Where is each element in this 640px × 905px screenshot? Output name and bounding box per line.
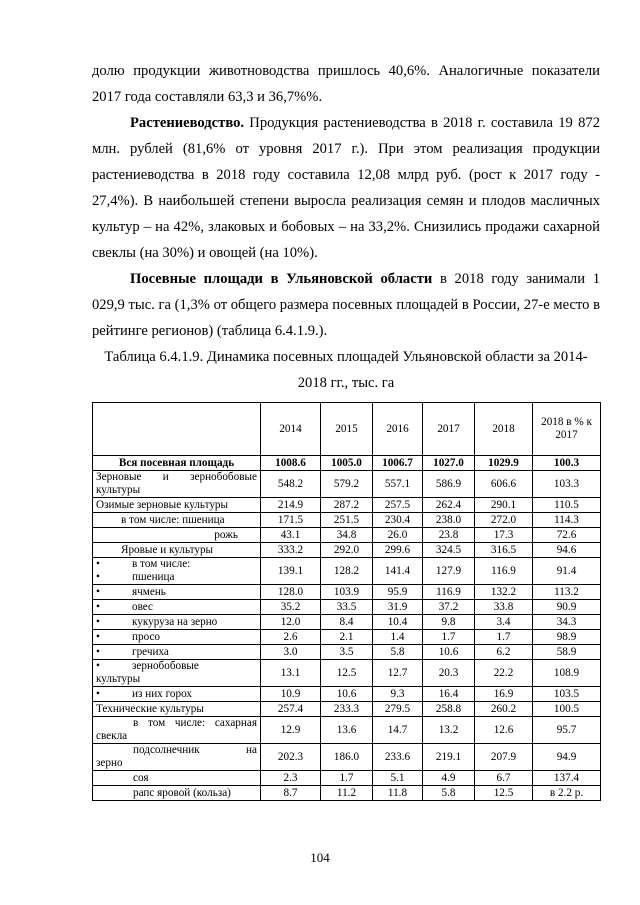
value-cell: 13.1: [261, 660, 321, 687]
value-cell: 5.1: [373, 771, 423, 786]
bullet-icon: •: [96, 571, 100, 583]
value-cell: 12.7: [373, 660, 423, 687]
value-cell: 128.0: [261, 585, 321, 600]
value-cell: 8.4: [321, 615, 373, 630]
header-cell: 2014: [261, 403, 321, 456]
value-cell: 207.9: [475, 744, 533, 771]
value-cell: 4.9: [423, 771, 475, 786]
value-cell: 586.9: [423, 471, 475, 498]
value-cell: 37.2: [423, 600, 475, 615]
value-cell: 9.3: [373, 687, 423, 702]
value-cell: 258.8: [423, 702, 475, 717]
value-cell: 113.2: [533, 585, 601, 600]
paragraph-sown-areas: [92, 266, 600, 344]
value-cell: 3.0: [261, 645, 321, 660]
value-cell: 12.6: [475, 717, 533, 744]
value-cell: 1.4: [373, 630, 423, 645]
header-cell: 2018: [475, 403, 533, 456]
value-cell: 94.9: [533, 744, 601, 771]
bullet-icon: •: [96, 660, 100, 672]
value-cell: 1006.7: [373, 456, 423, 471]
value-cell: 33.5: [321, 600, 373, 615]
table-row: [93, 528, 601, 543]
table-row: [93, 645, 601, 660]
bullet-icon: •: [96, 585, 100, 598]
value-cell: 606.6: [475, 471, 533, 498]
row-label-text: зернобобовые: [132, 660, 199, 672]
value-cell: 58.9: [533, 645, 601, 660]
value-cell: 333.2: [261, 543, 321, 558]
value-cell: 132.2: [475, 585, 533, 600]
row-label: [93, 717, 261, 744]
value-cell: 1.7: [321, 771, 373, 786]
value-cell: 141.4: [373, 558, 423, 585]
value-cell: 12.9: [261, 717, 321, 744]
value-cell: 110.5: [533, 498, 601, 513]
value-cell: 13.2: [423, 717, 475, 744]
value-cell: 290.1: [475, 498, 533, 513]
row-label: [93, 558, 261, 585]
value-cell: 35.2: [261, 600, 321, 615]
row-label: Вся посевная площадь: [93, 456, 261, 471]
value-cell: 279.5: [373, 702, 423, 717]
value-cell: 1008.6: [261, 456, 321, 471]
row-label-text: ячмень: [132, 585, 166, 598]
caption-line-2: 2018 гг., тыс. га: [297, 375, 395, 391]
value-cell: 1005.0: [321, 456, 373, 471]
heading-sown-areas: Посевные площади в Ульяновской области: [130, 271, 433, 287]
caption-line-1: Таблица 6.4.1.9. Динамика посевных площадей Ульяновской области за 2014-: [104, 349, 588, 365]
value-cell: 2.6: [261, 630, 321, 645]
value-cell: 95.7: [533, 717, 601, 744]
table-row: [93, 615, 601, 630]
sown-areas-table: [92, 402, 601, 801]
sown-areas-text: в 2018 году занимали 1 029,9 тыс. га (1,3% от общего размера посевных площадей в России, 27-е место в рейтинге регионов) (таблица 6.4.1.9.).: [92, 271, 600, 339]
value-cell: 100.5: [533, 702, 601, 717]
value-cell: 95.9: [373, 585, 423, 600]
table-row: [93, 513, 601, 528]
row-label-text: подсолнечник на: [133, 744, 257, 756]
header-cell: 2017: [423, 403, 475, 456]
row-label: [93, 660, 261, 687]
value-cell: 257.4: [261, 702, 321, 717]
value-cell: 128.2: [321, 558, 373, 585]
value-cell: 287.2: [321, 498, 373, 513]
value-cell: 72.6: [533, 528, 601, 543]
table-row: [93, 558, 601, 585]
table-row: [93, 717, 601, 744]
table-row: [93, 744, 601, 771]
row-label-text: зерно: [96, 757, 123, 769]
bullet-icon: •: [96, 600, 100, 613]
value-cell: 103.5: [533, 687, 601, 702]
value-cell: 108.9: [533, 660, 601, 687]
value-cell: 3.5: [321, 645, 373, 660]
value-cell: 43.1: [261, 528, 321, 543]
row-label: [93, 645, 261, 660]
value-cell: 2.3: [261, 771, 321, 786]
value-cell: 94.6: [533, 543, 601, 558]
value-cell: 9.8: [423, 615, 475, 630]
value-cell: 103.9: [321, 585, 373, 600]
value-cell: 8.7: [261, 786, 321, 801]
table-row: [93, 600, 601, 615]
value-cell: 5.8: [423, 786, 475, 801]
row-label: [93, 744, 261, 771]
bullet-icon: •: [96, 558, 100, 570]
value-cell: 2.1: [321, 630, 373, 645]
row-label-text: свекла: [96, 730, 128, 742]
value-cell: 292.0: [321, 543, 373, 558]
value-cell: 127.9: [423, 558, 475, 585]
value-cell: 10.4: [373, 615, 423, 630]
row-label: Зерновые и зернобобовые культуры: [93, 471, 261, 498]
value-cell: 11.2: [321, 786, 373, 801]
value-cell: 1027.0: [423, 456, 475, 471]
value-cell: 103.3: [533, 471, 601, 498]
value-cell: в 2.2 р.: [533, 786, 601, 801]
row-label-text: в том числе: сахарная: [133, 717, 257, 729]
table-row: [93, 660, 601, 687]
value-cell: 12.0: [261, 615, 321, 630]
value-cell: 257.5: [373, 498, 423, 513]
value-cell: 5.8: [373, 645, 423, 660]
value-cell: 20.3: [423, 660, 475, 687]
value-cell: 324.5: [423, 543, 475, 558]
crop-production-text: Продукция растениеводства в 2018 г. составила 19 872 млн. рублей (81,6% от уровня 2017 г.). При этом реализация продукции растениеводства в 2018 году составила 12,08 млрд руб. (рост к 2017 году - 27,4%). В наибольшей степени выросла реализация семян и плодов масличных культур – на 42%, злаковых и бобовых – на 33,2%. Снизились продажи сахарной свеклы (на 30%) и овощей (на 10%).: [92, 115, 600, 261]
paragraph-livestock: долю продукции животноводства пришлось 40,6%. Аналогичные показатели 2017 года составляли 63,3 и 36,7%%.: [92, 63, 600, 105]
table-row: [93, 786, 601, 801]
value-cell: 1.7: [423, 630, 475, 645]
header-cell: 2018 в % к 2017: [533, 403, 601, 456]
value-cell: 548.2: [261, 471, 321, 498]
value-cell: 114.3: [533, 513, 601, 528]
value-cell: 233.6: [373, 744, 423, 771]
row-label: Технические культуры: [93, 702, 261, 717]
value-cell: 6.2: [475, 645, 533, 660]
row-label-text: культуры: [96, 673, 141, 685]
value-cell: 214.9: [261, 498, 321, 513]
table-row: [93, 702, 601, 717]
row-label: [93, 585, 261, 600]
value-cell: 26.0: [373, 528, 423, 543]
value-cell: 262.4: [423, 498, 475, 513]
value-cell: 116.9: [423, 585, 475, 600]
value-cell: 31.9: [373, 600, 423, 615]
row-label-text: пшеница: [132, 571, 175, 583]
table-row: [93, 498, 601, 513]
header-cell: [93, 403, 261, 456]
bullet-icon: •: [96, 645, 100, 658]
value-cell: 171.5: [261, 513, 321, 528]
value-cell: 10.6: [321, 687, 373, 702]
row-label-text: из них горох: [132, 687, 192, 700]
value-cell: 13.6: [321, 717, 373, 744]
value-cell: 34.8: [321, 528, 373, 543]
value-cell: 251.5: [321, 513, 373, 528]
document-page: [92, 58, 600, 801]
row-label-text: в том числе:: [132, 558, 191, 570]
value-cell: 33.8: [475, 600, 533, 615]
row-label: Озимые зерновые культуры: [93, 498, 261, 513]
value-cell: 100.3: [533, 456, 601, 471]
value-cell: 233.3: [321, 702, 373, 717]
value-cell: 11.8: [373, 786, 423, 801]
heading-crop-production: Растениеводство.: [130, 115, 245, 131]
row-label: [93, 630, 261, 645]
table-row: [93, 630, 601, 645]
value-cell: 6.7: [475, 771, 533, 786]
table-row: [93, 456, 601, 471]
value-cell: 12.5: [475, 786, 533, 801]
table-row: [93, 771, 601, 786]
header-cell: 2016: [373, 403, 423, 456]
row-label-text: гречиха: [132, 645, 169, 658]
row-label: [93, 687, 261, 702]
table-header-row: [93, 403, 601, 456]
value-cell: 219.1: [423, 744, 475, 771]
row-label-text: просо: [132, 630, 161, 643]
value-cell: 1.7: [475, 630, 533, 645]
value-cell: 260.2: [475, 702, 533, 717]
row-label: в том числе: пшеница: [93, 513, 261, 528]
header-cell: 2015: [321, 403, 373, 456]
value-cell: 238.0: [423, 513, 475, 528]
bullet-icon: •: [96, 630, 100, 643]
value-cell: 98.9: [533, 630, 601, 645]
value-cell: 22.2: [475, 660, 533, 687]
value-cell: 91.4: [533, 558, 601, 585]
value-cell: 202.3: [261, 744, 321, 771]
value-cell: 23.8: [423, 528, 475, 543]
value-cell: 1029.9: [475, 456, 533, 471]
value-cell: 17.3: [475, 528, 533, 543]
table-row: [93, 543, 601, 558]
row-label: рожь: [93, 528, 261, 543]
row-label: соя: [93, 771, 261, 786]
value-cell: 557.1: [373, 471, 423, 498]
value-cell: 16.4: [423, 687, 475, 702]
table-row: [93, 471, 601, 498]
value-cell: 139.1: [261, 558, 321, 585]
row-label-text: овес: [132, 600, 154, 613]
value-cell: 116.9: [475, 558, 533, 585]
value-cell: 137.4: [533, 771, 601, 786]
value-cell: 10.6: [423, 645, 475, 660]
value-cell: 90.9: [533, 600, 601, 615]
bullet-icon: •: [96, 687, 100, 700]
value-cell: 316.5: [475, 543, 533, 558]
row-label: [93, 600, 261, 615]
bullet-icon: •: [96, 615, 100, 628]
value-cell: 272.0: [475, 513, 533, 528]
value-cell: 186.0: [321, 744, 373, 771]
paragraph-crop-production: [92, 110, 600, 266]
value-cell: 10.9: [261, 687, 321, 702]
page-number: 104: [310, 850, 330, 865]
table-row: [93, 687, 601, 702]
table-caption: [92, 344, 600, 396]
table-row: [93, 585, 601, 600]
value-cell: 16.9: [475, 687, 533, 702]
value-cell: 3.4: [475, 615, 533, 630]
row-label: рапс яровой (кольза): [93, 786, 261, 801]
value-cell: 579.2: [321, 471, 373, 498]
row-label-text: кукуруза на зерно: [132, 615, 218, 628]
row-label: [93, 615, 261, 630]
value-cell: 34.3: [533, 615, 601, 630]
value-cell: 14.7: [373, 717, 423, 744]
row-label: Яровые и культуры: [93, 543, 261, 558]
value-cell: 299.6: [373, 543, 423, 558]
value-cell: 12.5: [321, 660, 373, 687]
value-cell: 230.4: [373, 513, 423, 528]
